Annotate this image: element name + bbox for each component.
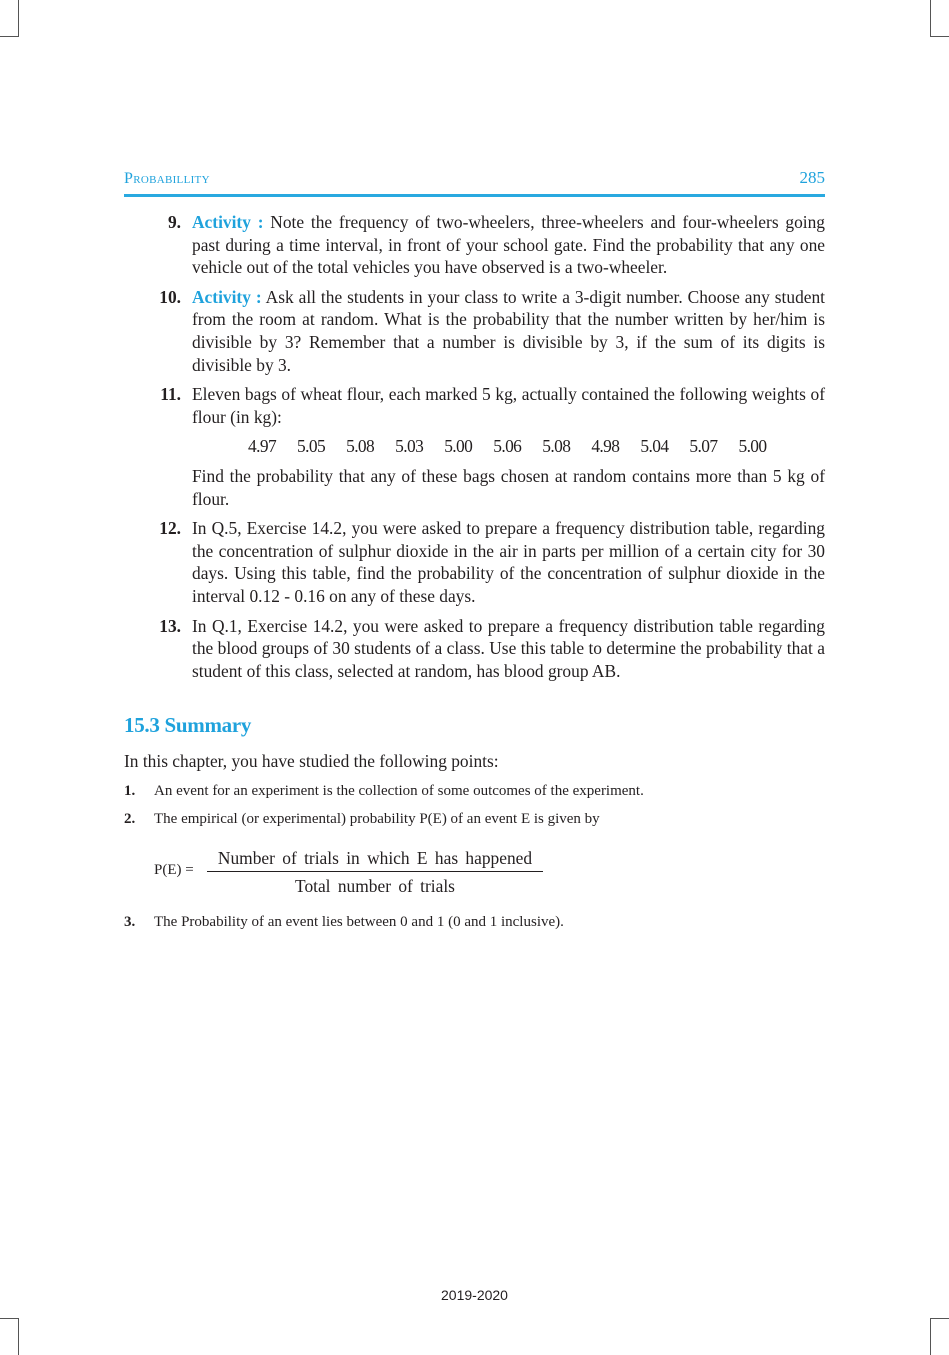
point-text: The Probability of an event lies between 0 and 1 (0 and 1 inclusive). <box>154 914 564 930</box>
activity-label: Activity : <box>192 286 262 307</box>
probability-fraction <box>207 848 543 897</box>
section-heading: 15.3 Summary <box>124 713 252 737</box>
point-number: 3. <box>124 914 136 930</box>
exercise-text: In Q.5, Exercise 14.2, you were asked to prepare a frequency distribution table, regarding the concentration of sulphur dioxide in the air in parts per million of a certain city for 30 days. Using this table, find the probability of the concentration of sulphur dioxide in the interval 0.12 - 0.16 on any of these days. <box>192 518 825 606</box>
exercise-text: In Q.1, Exercise 14.2, you were asked to prepare a frequency distribution table regarding the blood groups of 30 students of a class. Use this table to determine the probability that a student of this class, selected at random, has blood group AB. <box>192 615 825 681</box>
footer-year: 2019-2020 <box>441 1287 508 1303</box>
weight-value: 5.06 <box>493 436 522 457</box>
exercise-number: 12. <box>159 518 181 539</box>
weights-list <box>192 435 825 458</box>
weight-value: 5.07 <box>689 436 718 457</box>
exercise-13 <box>124 615 825 683</box>
weight-value: 5.00 <box>444 436 473 457</box>
running-title: Probabillity <box>124 170 210 187</box>
fraction-denominator: Total number of trials <box>295 876 455 896</box>
exercise-12 <box>124 517 825 607</box>
crop-mark-top-left-v <box>18 0 19 37</box>
activity-label: Activity : <box>192 212 264 232</box>
crop-mark-bottom-right-h <box>930 1318 949 1319</box>
weight-value: 5.05 <box>297 436 326 457</box>
exercise-list <box>124 211 825 689</box>
exercise-number: 10. <box>159 286 181 307</box>
weight-value: 5.04 <box>640 436 669 457</box>
crop-mark-top-right-v <box>930 0 931 37</box>
crop-mark-bottom-right-v <box>930 1318 931 1355</box>
weight-value: 5.08 <box>542 436 571 457</box>
exercise-text: Ask all the students in your class to write a 3-digit number. Choose any student from the room at random. What is the probability that the number written by her/him is divisible by 3? Remember that a number is divisible by 3, if the sum of its digits is divisible by 3. <box>192 286 826 375</box>
crop-mark-bottom-left-v <box>18 1318 19 1355</box>
exercise-9 <box>124 211 825 279</box>
point-text: The empirical (or experimental) probability P(E) of an event E is given by <box>154 811 600 827</box>
exercise-text: Note the frequency of two-wheelers, three-wheelers and four-wheelers going past during a time interval, in front of your school gate. Find the probability that any one vehicle out of the total vehicles you have observed is a two-wheeler. <box>192 212 825 278</box>
point-number: 1. <box>124 783 136 799</box>
exercise-number: 9. <box>167 212 181 232</box>
page-header <box>124 168 825 197</box>
exercise-follow-text: Find the probability that any of these bags chosen at random contains more than 5 kg of flour. <box>192 465 825 509</box>
fraction-numerator: Number of trials in which E has happened <box>207 848 543 872</box>
weight-value: 5.03 <box>395 436 424 457</box>
point-number: 2. <box>124 811 136 827</box>
exercise-10 <box>124 286 825 376</box>
weight-value: 4.97 <box>248 436 277 457</box>
crop-mark-bottom-left-h <box>0 1318 19 1319</box>
exercise-text: Eleven bags of wheat flour, each marked 5 kg, actually contained the following weights of flour (in kg): <box>192 384 825 427</box>
exercise-number: 11. <box>160 384 181 405</box>
weight-value: 5.08 <box>346 436 375 457</box>
summary-intro: In this chapter, you have studied the following points: <box>124 751 499 771</box>
page-number: 285 <box>799 168 825 187</box>
exercise-11 <box>124 383 825 510</box>
weight-value: 5.00 <box>738 436 767 457</box>
point-text: An event for an experiment is the collection of some outcomes of the experiment. <box>154 783 644 799</box>
formula-lhs: P(E) = <box>154 862 194 878</box>
crop-mark-top-right-h <box>930 36 949 37</box>
weight-value: 4.98 <box>591 436 620 457</box>
exercise-number: 13. <box>159 615 181 636</box>
crop-mark-top-left-h <box>0 36 19 37</box>
